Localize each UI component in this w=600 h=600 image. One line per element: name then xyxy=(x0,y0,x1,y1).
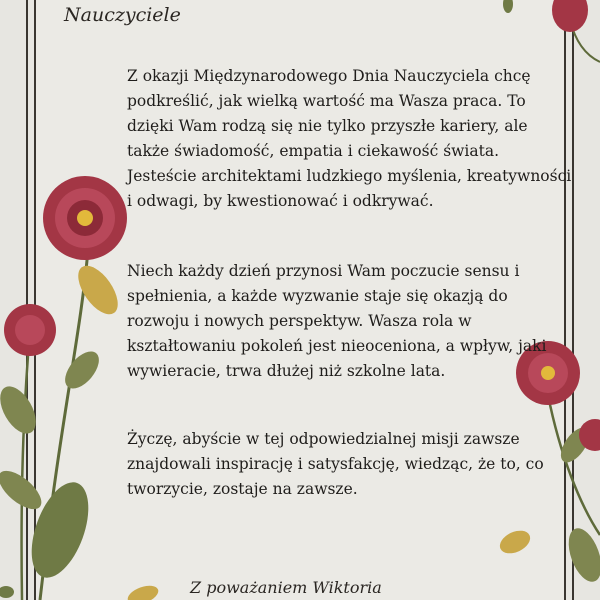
leaf-bottom-left xyxy=(0,580,20,600)
paragraph-1: Z okazji Międzynarodowego Dnia Nauczyciela chcę podkreślić, jak wielką wartość ma Wasza praca. To dzięki Wam rodzą się nie tylko przyszłe kariery, ale także świadomość, empatia i ciekawość świata. Jesteście architektami ludzkiego myślenia, kreatywności i odwagi, by kwestionować i odkrywać. xyxy=(127,67,572,210)
paragraph-3: Życzę, abyście w tej odpowiedzialnej misji zawsze znajdowali inspirację i satysfakcję, wiedząc, że to, co tworzycie, zostaje na zawsze. xyxy=(127,430,544,498)
signature-line: Z poważaniem Wiktoria xyxy=(190,578,382,597)
flower-bud-top-right xyxy=(540,0,600,70)
paragraph-2: Niech każdy dzień przynosi Wam poczucie sensu i spełnienia, a każde wyzwanie staje się okazją do rozwoju i nowych perspektyw. Wasza rola w kształtowaniu pokoleń jest nieoceniona, a wpływ, jaki wywieracie, trwa dłużej niż szkolne lata. xyxy=(127,262,547,380)
leaf-bottom xyxy=(125,583,160,600)
leaf-top xyxy=(498,0,518,14)
flower-left-illustration xyxy=(0,170,140,600)
letter-heading: Nauczyciele xyxy=(64,4,181,26)
